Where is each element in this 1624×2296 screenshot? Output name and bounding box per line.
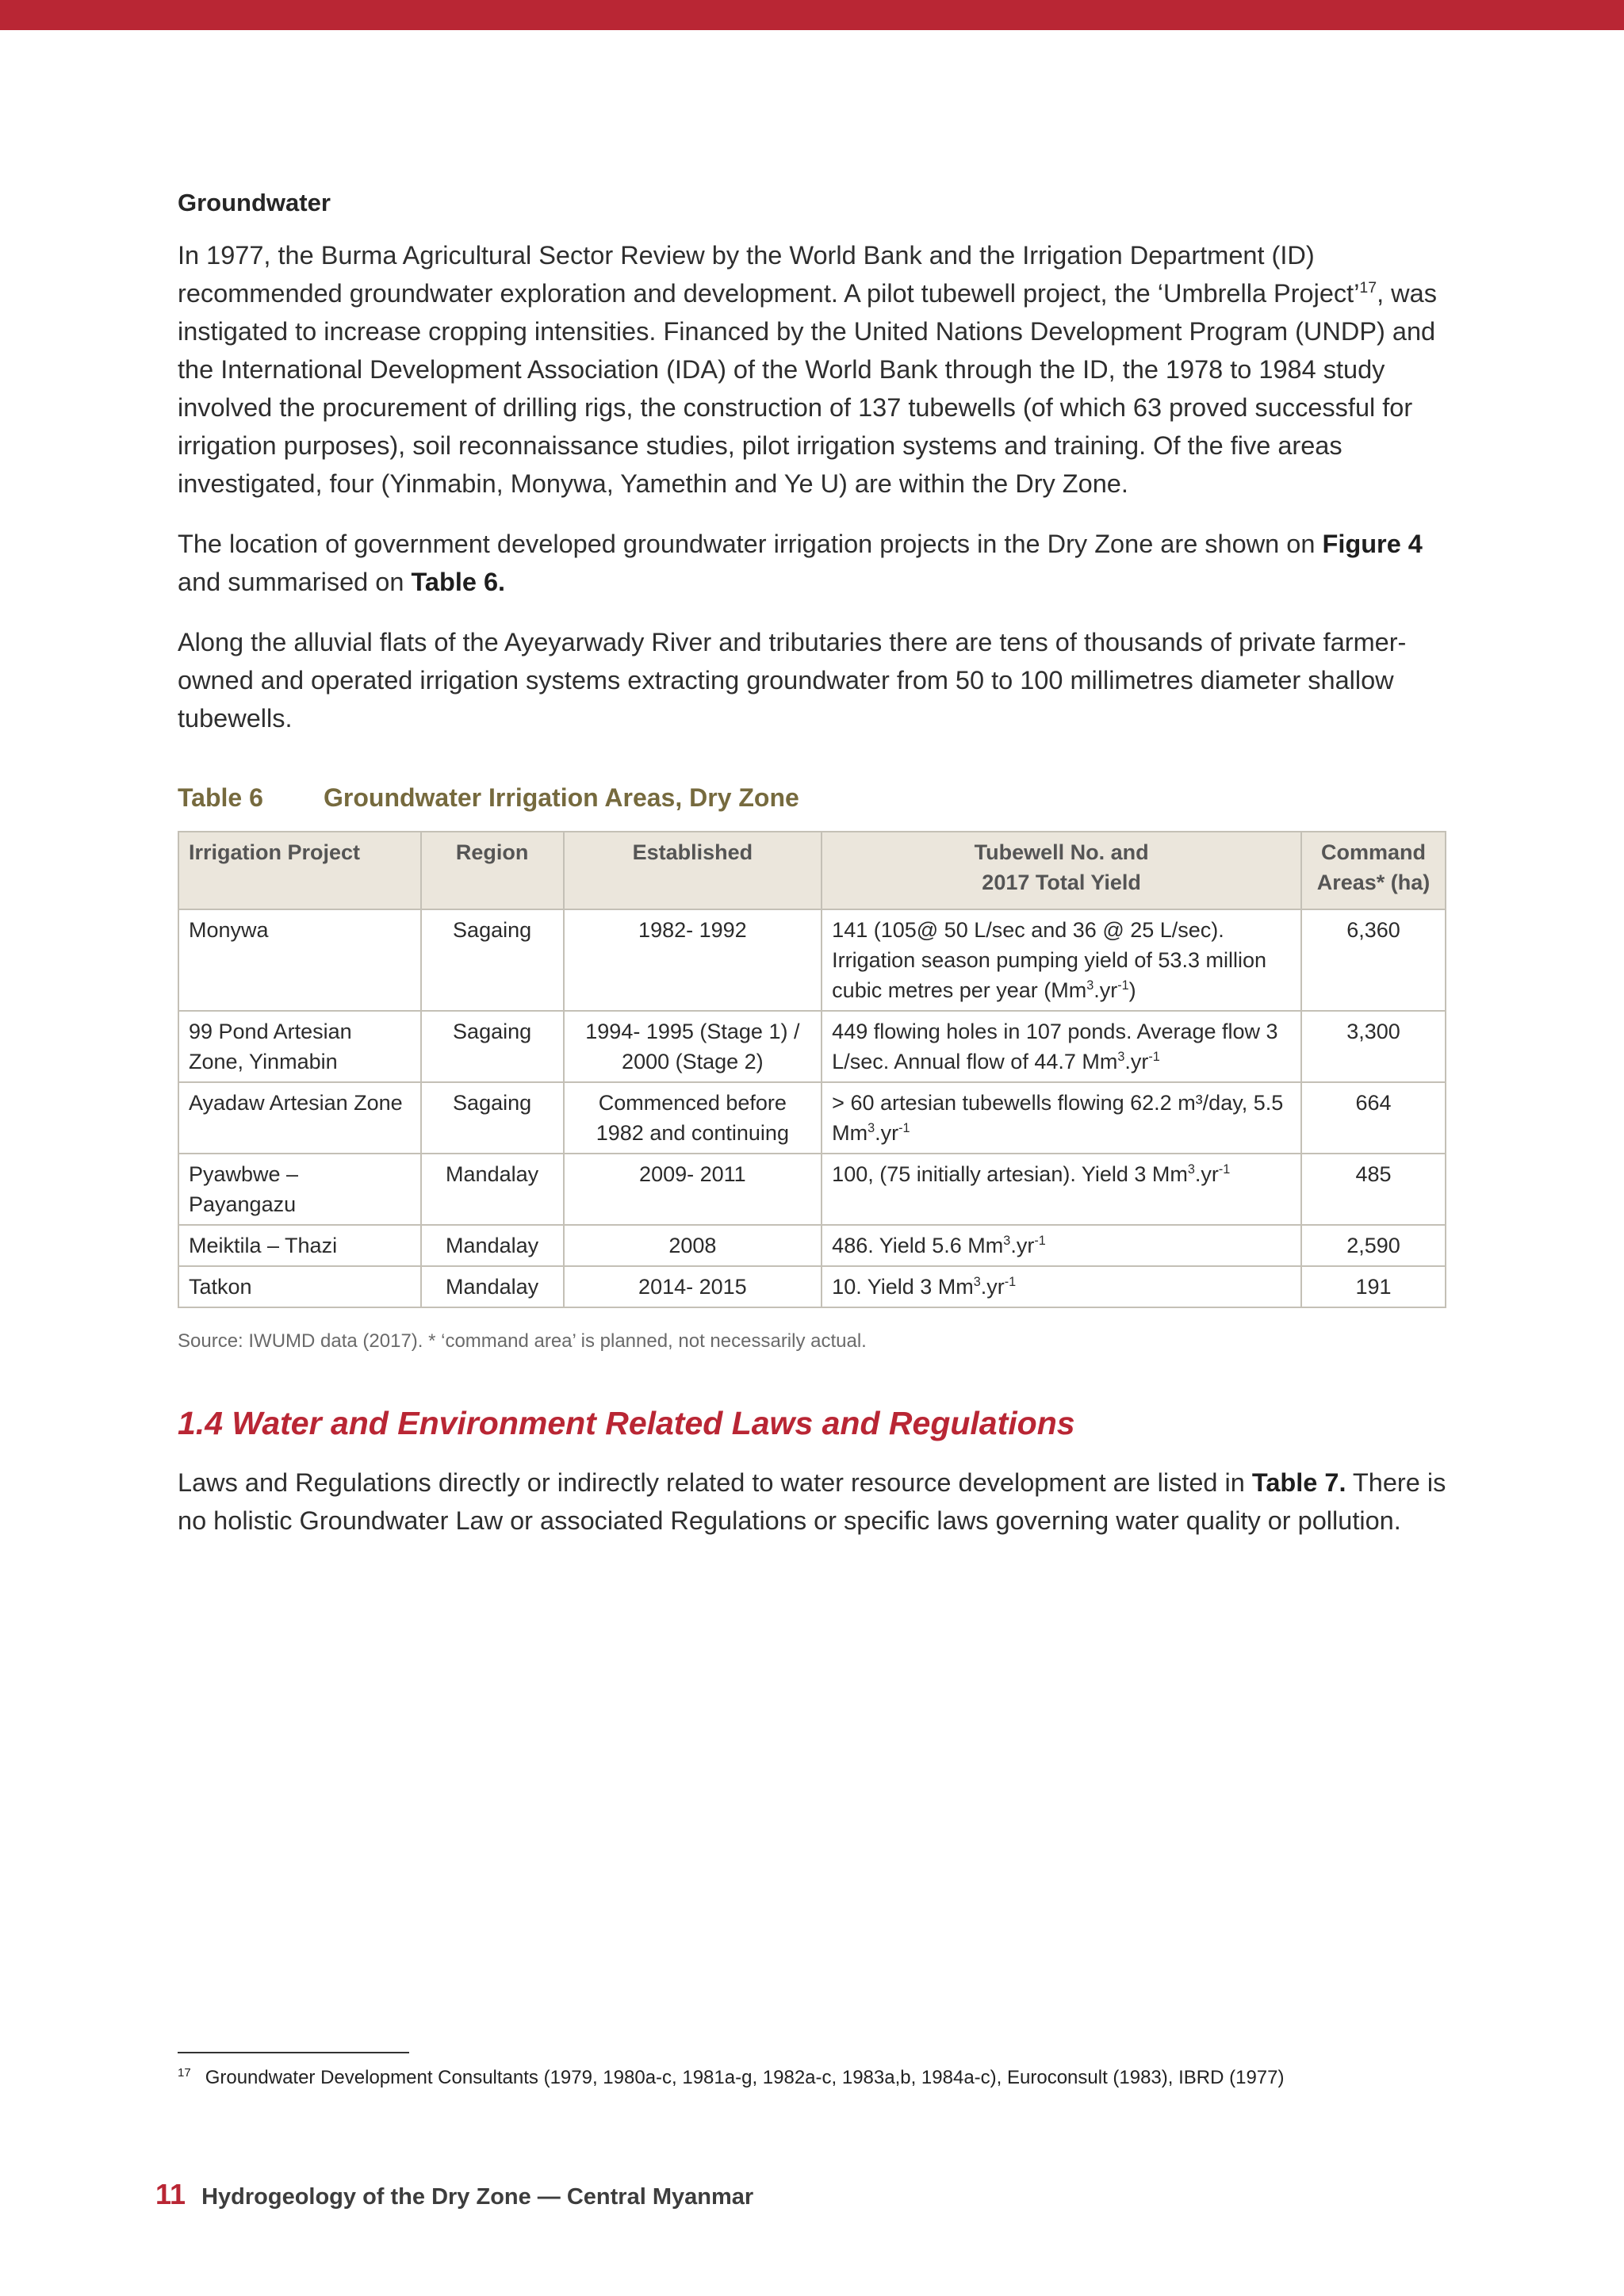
superscript: -1 xyxy=(1218,1162,1231,1177)
header-region: Region xyxy=(421,832,564,909)
cell-yield xyxy=(822,1011,1301,1082)
table-row xyxy=(178,1011,1446,1082)
top-accent-bar xyxy=(0,0,1624,30)
cell-established: 2014- 2015 xyxy=(564,1266,822,1307)
footer-title: Hydrogeology of the Dry Zone — Central Myanmar xyxy=(201,2184,754,2210)
header-irrigation-project: Irrigation Project xyxy=(178,832,421,909)
yield-text: 449 flowing holes in 107 ponds. Average flow 3 L/sec. Annual flow of 44.7 Mm xyxy=(832,1020,1278,1073)
groundwater-heading: Groundwater xyxy=(178,189,331,216)
cell-region: Mandalay xyxy=(421,1225,564,1266)
superscript: -1 xyxy=(1034,1234,1046,1248)
cell-yield xyxy=(822,1082,1301,1154)
superscript: -1 xyxy=(898,1121,910,1135)
yield-text: .yr xyxy=(1094,978,1118,1002)
header-command-areas: Command Areas* (ha) xyxy=(1301,832,1446,909)
yield-text: 10. Yield 3 Mm xyxy=(832,1275,974,1299)
table-header-row xyxy=(178,832,1446,909)
footnote-ref[interactable]: 17 xyxy=(1359,279,1377,297)
cell-established: 2008 xyxy=(564,1225,822,1266)
yield-text: 141 (105@ 50 L/sec and 36 @ 25 L/sec). Irrigation season pumping yield of 53.3 million cubic metres per year (Mm xyxy=(832,918,1266,1002)
yield-text: .yr xyxy=(1124,1050,1149,1073)
yield-text: 486. Yield 5.6 Mm xyxy=(832,1234,1004,1257)
groundwater-paragraph-3: Along the alluvial flats of the Ayeyarwady River and tributaries there are tens of thousands of private farmer-owned and operated irrigation systems extracting groundwater from 50 to 100 millimetres diameter shallow tubewells. xyxy=(178,628,1407,733)
superscript: 3 xyxy=(868,1121,875,1135)
cell-area: 485 xyxy=(1301,1154,1446,1225)
figure-ref: Figure 4 xyxy=(1322,530,1423,558)
cell-region: Mandalay xyxy=(421,1154,564,1225)
paragraph-text: There is no holistic Groundwater Law or associated Regulations or specific laws governing water quality or pollution. xyxy=(178,1468,1446,1535)
yield-text: .yr xyxy=(1010,1234,1035,1257)
cell-project: Meiktila – Thazi xyxy=(178,1225,421,1266)
groundwater-paragraph-1 xyxy=(178,236,1446,503)
header-tubewell-yield: Tubewell No. and 2017 Total Yield xyxy=(822,832,1301,909)
cell-project: Pyawbwe – Payangazu xyxy=(178,1154,421,1225)
cell-established: 2009- 2011 xyxy=(564,1154,822,1225)
yield-text: ) xyxy=(1128,978,1136,1002)
table-row xyxy=(178,909,1446,1011)
superscript: 3 xyxy=(1117,1050,1125,1064)
cell-established: Commenced before 1982 and continuing xyxy=(564,1082,822,1154)
footnote-text: Groundwater Development Consultants (1979, 1980a-c, 1981a-g, 1982a-c, 1983a,b, 1984a-c), Euroconsult (1983), IBRD (1977) xyxy=(205,2067,1285,2088)
cell-region: Sagaing xyxy=(421,1082,564,1154)
cell-yield xyxy=(822,1225,1301,1266)
cell-area: 664 xyxy=(1301,1082,1446,1154)
yield-text: .yr xyxy=(980,1275,1005,1299)
cell-established: 1982- 1992 xyxy=(564,909,822,1011)
cell-area: 191 xyxy=(1301,1266,1446,1307)
paragraph-text: , was instigated to increase cropping intensities. Financed by the United Nations Development Program (UNDP) and the International Development Association (IDA) of the World Bank through the ID, the 1978 to 1984 study involved the procurement of drilling rigs, the construction of 137 tubewells (of which 63 proved successful for irrigation purposes), soil reconnaissance studies, pilot irrigation systems and training. Of the five areas investigated, four (Yinmabin, Monywa, Yamethin and Ye U) are within the Dry Zone. xyxy=(178,279,1437,498)
cell-region: Sagaing xyxy=(421,1011,564,1082)
cell-yield xyxy=(822,1154,1301,1225)
table-row xyxy=(178,1225,1446,1266)
cell-yield xyxy=(822,909,1301,1011)
superscript: 3 xyxy=(1086,978,1094,993)
table-number: Table 6 xyxy=(178,783,263,812)
superscript: 3 xyxy=(1003,1234,1011,1248)
cell-established: 1994- 1995 (Stage 1) / 2000 (Stage 2) xyxy=(564,1011,822,1082)
table-row xyxy=(178,1154,1446,1225)
cell-project: Ayadaw Artesian Zone xyxy=(178,1082,421,1154)
page-footer xyxy=(155,2179,753,2213)
footnote-marker: 17 xyxy=(178,2066,191,2080)
cell-area: 6,360 xyxy=(1301,909,1446,1011)
section-title-laws: 1.4 Water and Environment Related Laws and Regulations xyxy=(178,1405,1075,1441)
paragraph-text: and summarised on xyxy=(178,568,412,596)
superscript: 3 xyxy=(1187,1162,1195,1177)
table-ref: Table 7. xyxy=(1251,1468,1346,1497)
header-established: Established xyxy=(564,832,822,909)
yield-text: .yr xyxy=(875,1121,899,1145)
cell-project: Tatkon xyxy=(178,1266,421,1307)
yield-text: 100, (75 initially artesian). Yield 3 Mm xyxy=(832,1162,1188,1186)
laws-paragraph xyxy=(178,1464,1446,1540)
paragraph-text: In 1977, the Burma Agricultural Sector Review by the World Bank and the Irrigation Department (ID) recommended groundwater exploration and development. A pilot tubewell project, the ‘Umbrella Project’ xyxy=(178,241,1360,308)
groundwater-irrigation-table xyxy=(178,831,1446,1308)
groundwater-paragraph-2 xyxy=(178,525,1446,601)
table-row xyxy=(178,1082,1446,1154)
table-source-note: Source: IWUMD data (2017). * ‘command area’ is planned, not necessarily actual. xyxy=(178,1330,867,1352)
cell-area: 2,590 xyxy=(1301,1225,1446,1266)
superscript: -1 xyxy=(1004,1275,1017,1289)
table-row xyxy=(178,1266,1446,1307)
cell-project: 99 Pond Artesian Zone, Yinmabin xyxy=(178,1011,421,1082)
page-number: 11 xyxy=(155,2178,186,2210)
cell-project: Monywa xyxy=(178,909,421,1011)
superscript: -1 xyxy=(1148,1050,1160,1064)
footnote xyxy=(178,2060,1462,2091)
superscript: 3 xyxy=(973,1275,981,1289)
superscript: -1 xyxy=(1117,978,1129,993)
yield-text: .yr xyxy=(1194,1162,1219,1186)
yield-text: > 60 artesian tubewells flowing 62.2 m³/day, 5.5 Mm xyxy=(832,1091,1284,1145)
page-content xyxy=(178,187,1446,1562)
cell-region: Sagaing xyxy=(421,909,564,1011)
table-ref: Table 6. xyxy=(411,568,506,596)
footnote-divider xyxy=(178,2052,409,2053)
paragraph-text: Laws and Regulations directly or indirectly related to water resource development are listed in xyxy=(178,1468,1252,1497)
cell-region: Mandalay xyxy=(421,1266,564,1307)
cell-area: 3,300 xyxy=(1301,1011,1446,1082)
paragraph-text: The location of government developed groundwater irrigation projects in the Dry Zone are shown on xyxy=(178,530,1323,558)
table-caption xyxy=(178,782,1446,813)
table-title: Groundwater Irrigation Areas, Dry Zone xyxy=(324,783,799,812)
cell-yield xyxy=(822,1266,1301,1307)
